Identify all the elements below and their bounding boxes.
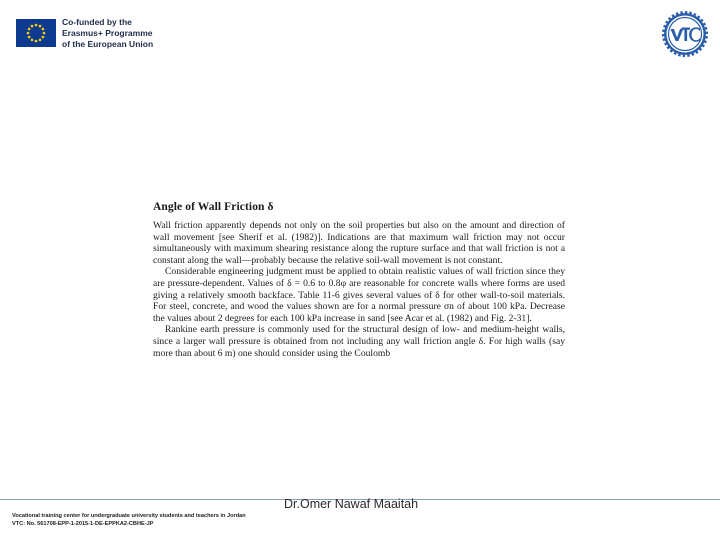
- paragraph-2: Considerable engineering judgment must be applied to obtain realistic values of wall friction since they are pressure-dependent. Values of δ = 0.6 to 0.8φ are reasonable for concrete walls where forms are used giving a relatively smooth backface. Table 11-6 gives several values of δ for other wall-to-soil materials. For steel, concrete, and wood the values shown are for a normal pressure σn of about 100 kPa. Decrease the values about 2 degrees for each 100 kPa increase in sand [see Acar et al. (1982) and Fig. 2-31].: [153, 266, 565, 324]
- eu-flag-icon: [16, 19, 56, 47]
- eu-stars-icon: [16, 19, 56, 47]
- eu-line-2: Erasmus+ Programme: [62, 28, 153, 38]
- eu-line-3: of the European Union: [62, 39, 154, 49]
- eu-line-1: Co-funded by the: [62, 17, 132, 27]
- section-title: Angle of Wall Friction δ: [153, 201, 274, 213]
- paragraph-1: Wall friction apparently depends not only on the soil properties but also on the amount and direction of wall movement [see Sherif et al. (1982)]. Indications are that maximum wall friction may not occur simultaneously with maximum shearing resistance along the rupture surface and that wall friction is not a constant along the wall—probably because the relative soil-wall movement is not constant.: [153, 220, 565, 266]
- vtc-logo: [658, 10, 712, 58]
- author-name: Dr.Omer Nawaf Maaitah: [284, 497, 419, 511]
- footer-line-2: VTC: No. 561708-EPP-1-2015-1-DE-EPPKA2-CBHE-JP: [12, 520, 154, 527]
- scanned-page: [153, 200, 565, 359]
- vtc-gear-icon: [658, 10, 712, 58]
- eu-funding-label: [62, 17, 153, 50]
- paragraph-3: Rankine earth pressure is commonly used for the structural design of low- and medium-height walls, since a larger wall pressure is obtained from not including any wall friction angle δ. For high walls (say more than about 6 m) one should consider using the Coulomb: [153, 324, 565, 359]
- footer-line-1: Vocational training center for undergraduate university students and teachers in Jordan: [12, 513, 246, 519]
- footer-text: [12, 513, 246, 528]
